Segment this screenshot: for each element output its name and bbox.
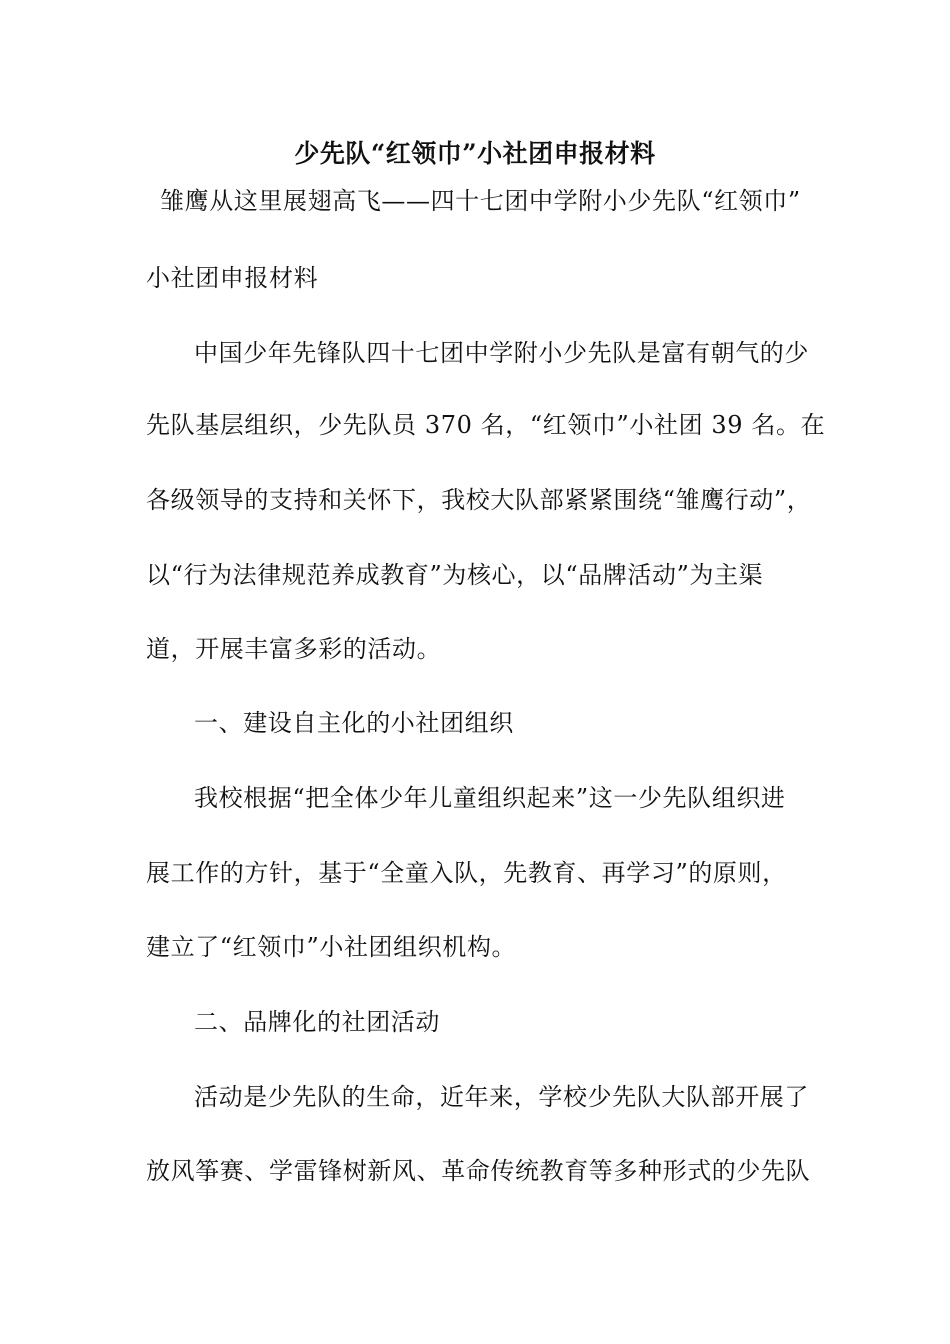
document-title: 少先队“红领巾”小社团申报材料 <box>294 139 656 168</box>
paragraph-line: 建立了“红领巾”小社团组织机构。 <box>146 933 517 961</box>
paragraph-line: 我校根据“把全体少年儿童组织起来”这一少先队组织进 <box>194 784 786 812</box>
paragraph-line: 活动是少先队的生命，近年来，学校少先队大队部开展了 <box>194 1083 809 1111</box>
paragraph-line: 以“行为法律规范养成教育”为核心，以“品牌活动”为主渠 <box>146 561 764 589</box>
paragraph-line: 中国少年先锋队四十七团中学附小少先队是富有朝气的少 <box>194 339 809 367</box>
subtitle-line-1: 雏鹰从这里展翅高飞——四十七团中学附小少先队“红领巾” <box>160 187 801 215</box>
subtitle-line-2: 小社团申报材料 <box>146 264 319 292</box>
section-heading-2: 二、品牌化的社团活动 <box>194 1008 440 1036</box>
section-heading-1: 一、建设自主化的小社团组织 <box>194 709 514 737</box>
paragraph-line: 展工作的方针，基于“全童入队，先教育、再学习”的原则， <box>146 859 787 887</box>
paragraph-line: 道，开展丰富多彩的活动。 <box>146 635 442 663</box>
paragraph-line: 各级领导的支持和关怀下，我校大队部紧紧围绕“雏鹰行动”， <box>146 486 812 514</box>
paragraph-line: 放风筝赛、学雷锋树新风、革命传统教育等多种形式的少先队 <box>146 1157 811 1185</box>
paragraph-line: 先队基层组织，少先队员 370 名，“红领巾”小社团 39 名。在 <box>146 411 826 439</box>
